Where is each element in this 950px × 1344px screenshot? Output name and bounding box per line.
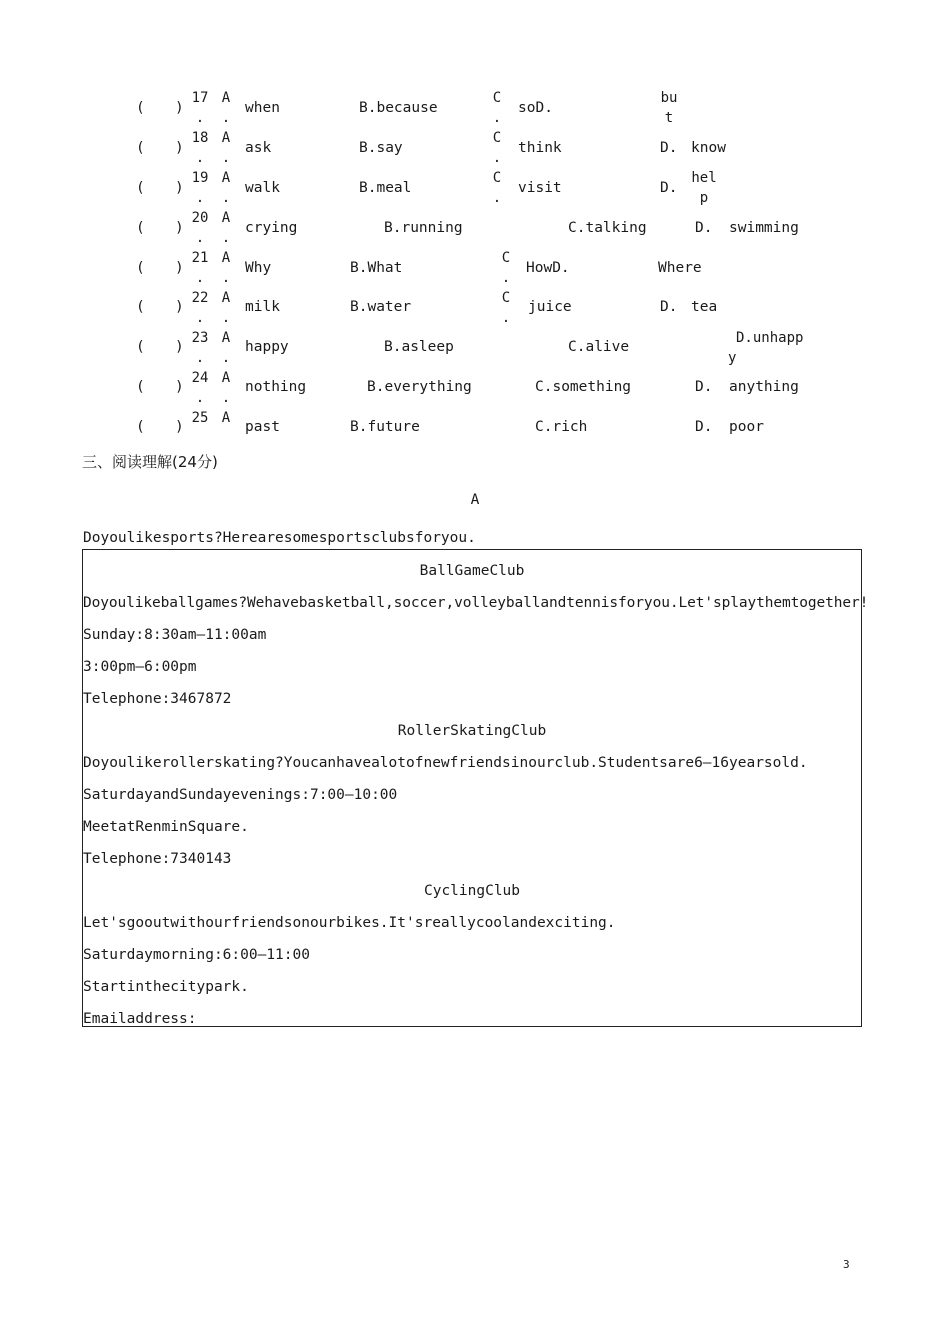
ball-club-phone: Telephone:3467872: [83, 691, 232, 707]
option-b: B.future: [350, 419, 420, 435]
option-b: B.everything: [367, 379, 472, 395]
question-number: 19 .: [191, 170, 209, 206]
option-d: anything: [729, 379, 799, 395]
option-d: bu t: [660, 90, 678, 126]
answer-paren-open[interactable]: (: [136, 180, 145, 196]
option-a-letter: A .: [221, 210, 231, 246]
option-a-letter: A .: [221, 130, 231, 166]
answer-paren-close: ): [175, 260, 184, 276]
option-a: Why: [245, 260, 272, 276]
question-number: 20 .: [191, 210, 209, 246]
option-d-letter: D.: [660, 299, 678, 315]
option-c: C.rich: [535, 419, 588, 435]
option-d: know: [691, 140, 726, 156]
option-c: think: [518, 140, 562, 156]
option-a-letter: A: [221, 410, 231, 426]
answer-paren-open[interactable]: (: [136, 260, 145, 276]
option-c: C.talking: [568, 220, 647, 236]
answer-paren-open[interactable]: (: [136, 299, 145, 315]
passage-intro: Doyoulikesports?Herearesomesportsclubsforyou.: [83, 530, 476, 546]
section-title: 三、阅读理解(24分): [82, 453, 218, 471]
option-a: past: [245, 419, 280, 435]
option-b: B.asleep: [384, 339, 454, 355]
page-number: 3: [843, 1258, 850, 1271]
answer-paren-close: ): [175, 100, 184, 116]
answer-paren-open[interactable]: (: [136, 220, 145, 236]
option-b: B.meal: [359, 180, 412, 196]
option-a: crying: [245, 220, 298, 236]
ball-club-title: BallGameClub: [419, 563, 525, 579]
option-c: C.something: [535, 379, 632, 395]
roller-club-desc: Doyoulikerollerskating?Youcanhavealotofnewfriendsinourclub.Studentsare6—16yearsold.: [83, 755, 808, 771]
option-d-letter: D.: [695, 220, 713, 236]
option-c-letter: C .: [492, 130, 502, 166]
question-number: 17 .: [191, 90, 209, 126]
question-number: 24 .: [191, 370, 209, 406]
answer-paren-open[interactable]: (: [136, 100, 145, 116]
option-a: happy: [245, 339, 289, 355]
answer-paren-open[interactable]: (: [136, 140, 145, 156]
option-d: poor: [729, 419, 764, 435]
option-a: nothing: [245, 379, 307, 395]
ball-club-desc: Doyoulikeballgames?Wehavebasketball,soccer,volleyballandtennisforyou.Let'splaythemtogether!: [83, 595, 869, 611]
roller-club-meet: MeetatRenminSquare.: [83, 819, 249, 835]
option-b: B.say: [359, 140, 403, 156]
answer-paren-open[interactable]: (: [136, 379, 145, 395]
option-c-letter: C .: [492, 170, 502, 206]
roller-club-phone: Telephone:7340143: [83, 851, 232, 867]
option-d: D.unhapp y: [728, 330, 804, 366]
answer-paren-open[interactable]: (: [136, 339, 145, 355]
question-number: 22 .: [191, 290, 209, 326]
option-a: ask: [245, 140, 272, 156]
option-b: B.running: [384, 220, 463, 236]
option-a-letter: A .: [221, 90, 231, 126]
option-c: visit: [518, 180, 562, 196]
option-a-letter: A .: [221, 330, 231, 366]
option-b: B.What: [350, 260, 403, 276]
roller-club-title: RollerSkatingClub: [397, 723, 547, 739]
question-number: 21 .: [191, 250, 209, 286]
question-number: 23 .: [191, 330, 209, 366]
cycling-club-start: Startinthecitypark.: [83, 979, 249, 995]
option-a-letter: A .: [221, 250, 231, 286]
option-d-letter: D.: [660, 140, 678, 156]
option-b: B.because: [359, 100, 438, 116]
option-d: swimming: [729, 220, 799, 236]
answer-paren-close: ): [175, 339, 184, 355]
option-c: soD.: [518, 100, 553, 116]
question-number: 18 .: [191, 130, 209, 166]
option-b: B.water: [350, 299, 412, 315]
passage-label: A: [470, 492, 480, 508]
option-a: milk: [245, 299, 280, 315]
cycling-club-title: CyclingClub: [423, 883, 521, 899]
cycling-club-desc: Let'sgooutwithourfriendsonourbikes.It'sreallycoolandexciting.: [83, 915, 616, 931]
option-d: Where: [658, 260, 702, 276]
option-c: C.alive: [568, 339, 630, 355]
clubs-box: [82, 549, 869, 1027]
cycling-club-email: Emailaddress:: [83, 1011, 197, 1027]
cycling-club-time: Saturdaymorning:6:00—11:00: [83, 947, 310, 963]
option-a-letter: A .: [221, 370, 231, 406]
answer-paren-close: ): [175, 140, 184, 156]
option-d-letter: D.: [660, 180, 678, 196]
option-c-letter: C .: [501, 290, 511, 326]
option-c-letter: C .: [492, 90, 502, 126]
question-number: 25: [191, 410, 209, 426]
answer-paren-close: ): [175, 379, 184, 395]
option-c: juice: [528, 299, 572, 315]
option-a: walk: [245, 180, 280, 196]
answer-paren-close: ): [175, 419, 184, 435]
option-d: tea: [691, 299, 718, 315]
answer-paren-close: ): [175, 299, 184, 315]
option-c-letter: C .: [501, 250, 511, 286]
answer-paren-close: ): [175, 220, 184, 236]
answer-paren-open[interactable]: (: [136, 419, 145, 435]
option-d-letter: D.: [695, 379, 713, 395]
option-c: HowD.: [526, 260, 570, 276]
roller-club-time: SaturdayandSundayevenings:7:00—10:00: [83, 787, 398, 803]
option-a: when: [245, 100, 280, 116]
answer-paren-close: ): [175, 180, 184, 196]
option-a-letter: A .: [221, 170, 231, 206]
ball-club-time-2: 3:00pm—6:00pm: [83, 659, 197, 675]
option-d-letter: D.: [695, 419, 713, 435]
option-d: hel p: [691, 170, 717, 206]
option-a-letter: A .: [221, 290, 231, 326]
ball-club-time-1: Sunday:8:30am—11:00am: [83, 627, 267, 643]
